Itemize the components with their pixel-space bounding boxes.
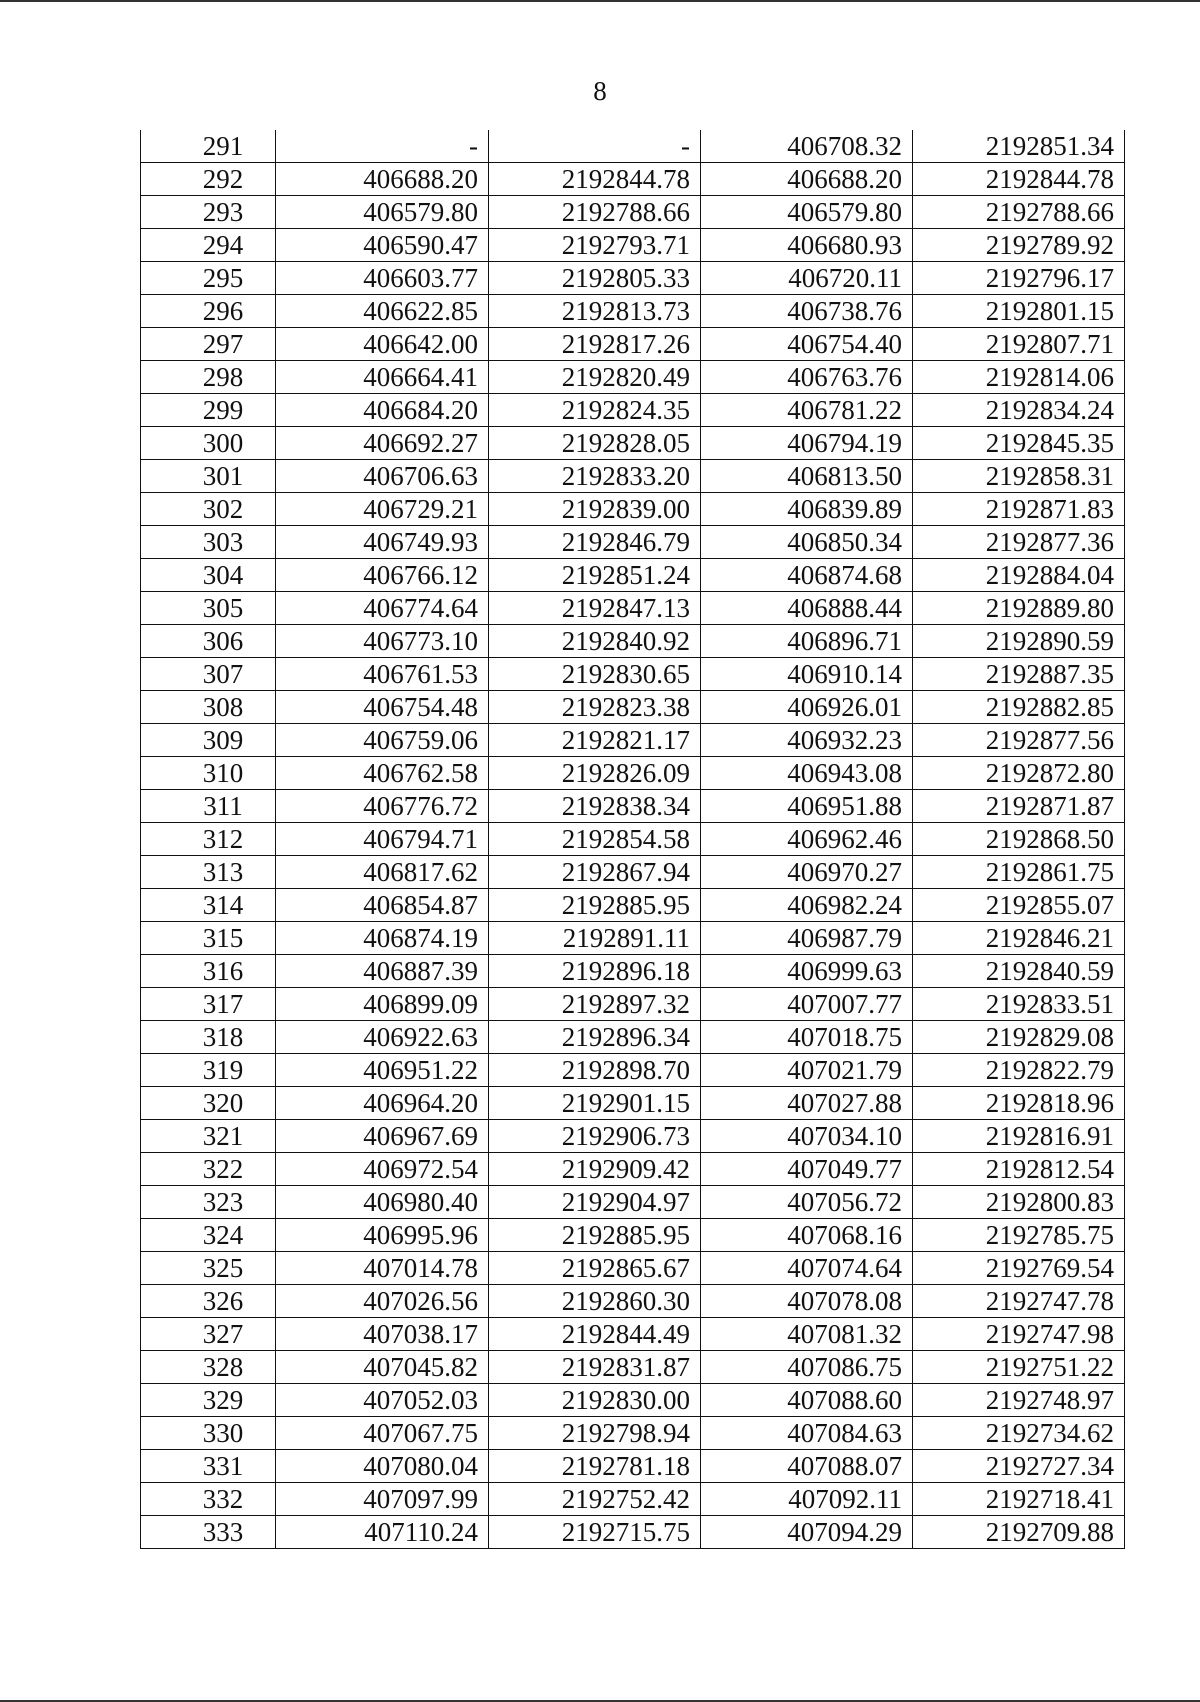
coordinates-table [140,130,1125,1549]
new-y-cell: 2192868.50 [913,823,1125,856]
old-x-cell: 406590.47 [276,229,489,262]
point-number-cell: 319 [141,1054,276,1087]
old-y-cell: 2192867.94 [489,856,701,889]
table-row [141,130,1125,163]
new-x-cell: 406850.34 [701,526,913,559]
old-x-cell: 407067.75 [276,1417,489,1450]
old-y-cell: 2192909.42 [489,1153,701,1186]
new-x-cell: 406813.50 [701,460,913,493]
new-x-cell: 406708.32 [701,130,913,163]
old-y-cell: 2192788.66 [489,196,701,229]
table-row [141,889,1125,922]
new-x-cell: 406999.63 [701,955,913,988]
new-x-cell: 407027.88 [701,1087,913,1120]
table-row [141,427,1125,460]
new-x-cell: 407007.77 [701,988,913,1021]
new-y-cell: 2192855.07 [913,889,1125,922]
old-x-cell: 406692.27 [276,427,489,460]
point-number-cell: 301 [141,460,276,493]
point-number-cell: 312 [141,823,276,856]
new-x-cell: 407088.07 [701,1450,913,1483]
table-row [141,328,1125,361]
old-x-cell: 406776.72 [276,790,489,823]
old-y-cell: 2192901.15 [489,1087,701,1120]
new-y-cell: 2192861.75 [913,856,1125,889]
point-number-cell: 318 [141,1021,276,1054]
old-x-cell: 407038.17 [276,1318,489,1351]
old-x-cell: 406766.12 [276,559,489,592]
old-x-cell: 406706.63 [276,460,489,493]
table-row [141,592,1125,625]
new-y-cell: 2192789.92 [913,229,1125,262]
new-y-cell: 2192816.91 [913,1120,1125,1153]
new-x-cell: 406680.93 [701,229,913,262]
new-x-cell: 406910.14 [701,658,913,691]
old-y-cell: 2192813.73 [489,295,701,328]
old-y-cell: 2192865.67 [489,1252,701,1285]
table-row [141,229,1125,262]
old-y-cell: 2192844.78 [489,163,701,196]
table-row [141,1219,1125,1252]
old-x-cell: 406762.58 [276,757,489,790]
point-number-cell: 316 [141,955,276,988]
new-y-cell: 2192788.66 [913,196,1125,229]
new-y-cell: 2192872.80 [913,757,1125,790]
new-y-cell: 2192812.54 [913,1153,1125,1186]
point-number-cell: 324 [141,1219,276,1252]
point-number-cell: 298 [141,361,276,394]
table-row [141,1054,1125,1087]
old-x-cell: 406579.80 [276,196,489,229]
table-row [141,691,1125,724]
new-y-cell: 2192814.06 [913,361,1125,394]
table-row [141,1450,1125,1483]
new-y-cell: 2192709.88 [913,1516,1125,1549]
new-x-cell: 406781.22 [701,394,913,427]
old-x-cell: 407080.04 [276,1450,489,1483]
point-number-cell: 328 [141,1351,276,1384]
new-x-cell: 406688.20 [701,163,913,196]
page-border-top [0,0,1200,2]
old-x-cell: 407014.78 [276,1252,489,1285]
old-x-cell: 406761.53 [276,658,489,691]
new-x-cell: 406794.19 [701,427,913,460]
table-row [141,955,1125,988]
old-y-cell: 2192826.09 [489,757,701,790]
point-number-cell: 327 [141,1318,276,1351]
old-y-cell: 2192851.24 [489,559,701,592]
table-row [141,1021,1125,1054]
old-y-cell: 2192805.33 [489,262,701,295]
new-y-cell: 2192801.15 [913,295,1125,328]
new-x-cell: 407092.11 [701,1483,913,1516]
point-number-cell: 299 [141,394,276,427]
new-x-cell: 406763.76 [701,361,913,394]
old-x-cell: 406972.54 [276,1153,489,1186]
point-number-cell: 295 [141,262,276,295]
old-x-cell: 406684.20 [276,394,489,427]
new-y-cell: 2192785.75 [913,1219,1125,1252]
new-x-cell: 407021.79 [701,1054,913,1087]
table-row [141,493,1125,526]
new-x-cell: 407081.32 [701,1318,913,1351]
table-row [141,1285,1125,1318]
page-number: 8 [593,76,607,106]
old-x-cell: 406622.85 [276,295,489,328]
old-y-cell: 2192885.95 [489,1219,701,1252]
new-x-cell: 407088.60 [701,1384,913,1417]
new-x-cell: 406951.88 [701,790,913,823]
point-number-cell: 325 [141,1252,276,1285]
table-row [141,1120,1125,1153]
table-row [141,1516,1125,1549]
new-y-cell: 2192884.04 [913,559,1125,592]
point-number-cell: 320 [141,1087,276,1120]
old-x-cell: 406749.93 [276,526,489,559]
new-y-cell: 2192844.78 [913,163,1125,196]
new-y-cell: 2192846.21 [913,922,1125,955]
old-y-cell: 2192906.73 [489,1120,701,1153]
point-number-cell: 308 [141,691,276,724]
new-x-cell: 407086.75 [701,1351,913,1384]
old-x-cell: 406754.48 [276,691,489,724]
new-y-cell: 2192890.59 [913,625,1125,658]
old-x-cell: 406817.62 [276,856,489,889]
table-row [141,823,1125,856]
new-x-cell: 406962.46 [701,823,913,856]
point-number-cell: 333 [141,1516,276,1549]
point-number-cell: 321 [141,1120,276,1153]
old-y-cell: 2192781.18 [489,1450,701,1483]
point-number-cell: 323 [141,1186,276,1219]
old-x-cell: - [276,130,489,163]
new-y-cell: 2192727.34 [913,1450,1125,1483]
point-number-cell: 329 [141,1384,276,1417]
table-row [141,295,1125,328]
point-number-cell: 294 [141,229,276,262]
point-number-cell: 332 [141,1483,276,1516]
table-row [141,922,1125,955]
new-y-cell: 2192871.87 [913,790,1125,823]
new-x-cell: 406839.89 [701,493,913,526]
table-row [141,1351,1125,1384]
table-row [141,394,1125,427]
old-y-cell: 2192898.70 [489,1054,701,1087]
point-number-cell: 330 [141,1417,276,1450]
old-x-cell: 407097.99 [276,1483,489,1516]
new-x-cell: 407056.72 [701,1186,913,1219]
new-x-cell: 406987.79 [701,922,913,955]
point-number-cell: 300 [141,427,276,460]
old-x-cell: 407110.24 [276,1516,489,1549]
old-y-cell: 2192844.49 [489,1318,701,1351]
table-row [141,1186,1125,1219]
new-y-cell: 2192877.36 [913,526,1125,559]
new-y-cell: 2192851.34 [913,130,1125,163]
old-y-cell: 2192854.58 [489,823,701,856]
table-row [141,856,1125,889]
new-y-cell: 2192858.31 [913,460,1125,493]
new-y-cell: 2192845.35 [913,427,1125,460]
old-x-cell: 406759.06 [276,724,489,757]
old-y-cell: 2192793.71 [489,229,701,262]
new-x-cell: 406888.44 [701,592,913,625]
old-y-cell: 2192838.34 [489,790,701,823]
old-x-cell: 406951.22 [276,1054,489,1087]
new-x-cell: 406926.01 [701,691,913,724]
new-y-cell: 2192833.51 [913,988,1125,1021]
table-row [141,361,1125,394]
old-x-cell: 407052.03 [276,1384,489,1417]
point-number-cell: 291 [141,130,276,163]
old-x-cell: 406688.20 [276,163,489,196]
new-x-cell: 407068.16 [701,1219,913,1252]
old-y-cell: 2192798.94 [489,1417,701,1450]
old-x-cell: 406922.63 [276,1021,489,1054]
old-y-cell: 2192752.42 [489,1483,701,1516]
new-y-cell: 2192877.56 [913,724,1125,757]
point-number-cell: 304 [141,559,276,592]
new-x-cell: 407084.63 [701,1417,913,1450]
new-y-cell: 2192840.59 [913,955,1125,988]
old-x-cell: 406980.40 [276,1186,489,1219]
old-y-cell: 2192840.92 [489,625,701,658]
point-number-cell: 322 [141,1153,276,1186]
new-y-cell: 2192822.79 [913,1054,1125,1087]
point-number-cell: 314 [141,889,276,922]
new-y-cell: 2192818.96 [913,1087,1125,1120]
new-y-cell: 2192747.78 [913,1285,1125,1318]
old-y-cell: 2192891.11 [489,922,701,955]
table-row [141,1153,1125,1186]
new-y-cell: 2192889.80 [913,592,1125,625]
old-x-cell: 406664.41 [276,361,489,394]
new-y-cell: 2192734.62 [913,1417,1125,1450]
table-row [141,625,1125,658]
new-x-cell: 406754.40 [701,328,913,361]
old-y-cell: 2192824.35 [489,394,701,427]
point-number-cell: 309 [141,724,276,757]
table-row [141,262,1125,295]
table-row [141,196,1125,229]
new-y-cell: 2192829.08 [913,1021,1125,1054]
point-number-cell: 306 [141,625,276,658]
old-y-cell: 2192828.05 [489,427,701,460]
old-y-cell: 2192830.00 [489,1384,701,1417]
old-x-cell: 406967.69 [276,1120,489,1153]
old-x-cell: 406874.19 [276,922,489,955]
point-number-cell: 310 [141,757,276,790]
old-y-cell: 2192821.17 [489,724,701,757]
new-x-cell: 406874.68 [701,559,913,592]
table-row [141,658,1125,691]
new-x-cell: 406738.76 [701,295,913,328]
old-y-cell: 2192896.34 [489,1021,701,1054]
table-row [141,1483,1125,1516]
new-x-cell: 407049.77 [701,1153,913,1186]
point-number-cell: 293 [141,196,276,229]
table-row [141,526,1125,559]
point-number-cell: 326 [141,1285,276,1318]
old-x-cell: 406603.77 [276,262,489,295]
table-row [141,1384,1125,1417]
new-x-cell: 406932.23 [701,724,913,757]
point-number-cell: 297 [141,328,276,361]
point-number-cell: 292 [141,163,276,196]
point-number-cell: 317 [141,988,276,1021]
old-y-cell: 2192847.13 [489,592,701,625]
old-x-cell: 406773.10 [276,625,489,658]
table-row [141,1318,1125,1351]
old-y-cell: 2192896.18 [489,955,701,988]
old-y-cell: - [489,130,701,163]
new-x-cell: 406970.27 [701,856,913,889]
new-y-cell: 2192834.24 [913,394,1125,427]
new-y-cell: 2192718.41 [913,1483,1125,1516]
new-y-cell: 2192807.71 [913,328,1125,361]
old-x-cell: 406642.00 [276,328,489,361]
old-x-cell: 406899.09 [276,988,489,1021]
old-y-cell: 2192820.49 [489,361,701,394]
new-x-cell: 406896.71 [701,625,913,658]
new-x-cell: 406720.11 [701,262,913,295]
table-row [141,988,1125,1021]
new-x-cell: 407018.75 [701,1021,913,1054]
point-number-cell: 313 [141,856,276,889]
point-number-cell: 305 [141,592,276,625]
old-y-cell: 2192715.75 [489,1516,701,1549]
old-x-cell: 406887.39 [276,955,489,988]
table-row [141,1087,1125,1120]
table-row [141,790,1125,823]
new-y-cell: 2192748.97 [913,1384,1125,1417]
old-y-cell: 2192897.32 [489,988,701,1021]
old-x-cell: 406964.20 [276,1087,489,1120]
old-y-cell: 2192831.87 [489,1351,701,1384]
new-x-cell: 406982.24 [701,889,913,922]
old-x-cell: 407045.82 [276,1351,489,1384]
table-row [141,163,1125,196]
old-y-cell: 2192817.26 [489,328,701,361]
old-y-cell: 2192904.97 [489,1186,701,1219]
coordinates-table-body [141,130,1125,1549]
new-x-cell: 407034.10 [701,1120,913,1153]
point-number-cell: 315 [141,922,276,955]
point-number-cell: 302 [141,493,276,526]
old-y-cell: 2192885.95 [489,889,701,922]
old-x-cell: 406794.71 [276,823,489,856]
old-y-cell: 2192833.20 [489,460,701,493]
old-x-cell: 406729.21 [276,493,489,526]
table-row [141,1417,1125,1450]
point-number-cell: 331 [141,1450,276,1483]
point-number-cell: 307 [141,658,276,691]
old-y-cell: 2192860.30 [489,1285,701,1318]
point-number-cell: 296 [141,295,276,328]
table-row [141,724,1125,757]
new-y-cell: 2192871.83 [913,493,1125,526]
old-y-cell: 2192846.79 [489,526,701,559]
new-y-cell: 2192882.85 [913,691,1125,724]
point-number-cell: 311 [141,790,276,823]
old-x-cell: 407026.56 [276,1285,489,1318]
point-number-cell: 303 [141,526,276,559]
new-x-cell: 406579.80 [701,196,913,229]
old-y-cell: 2192823.38 [489,691,701,724]
new-x-cell: 407094.29 [701,1516,913,1549]
old-y-cell: 2192839.00 [489,493,701,526]
new-y-cell: 2192751.22 [913,1351,1125,1384]
table-row [141,460,1125,493]
new-y-cell: 2192747.98 [913,1318,1125,1351]
new-x-cell: 407078.08 [701,1285,913,1318]
new-x-cell: 406943.08 [701,757,913,790]
table-row [141,757,1125,790]
old-x-cell: 406774.64 [276,592,489,625]
new-y-cell: 2192796.17 [913,262,1125,295]
new-y-cell: 2192800.83 [913,1186,1125,1219]
new-y-cell: 2192769.54 [913,1252,1125,1285]
old-x-cell: 406995.96 [276,1219,489,1252]
old-y-cell: 2192830.65 [489,658,701,691]
old-x-cell: 406854.87 [276,889,489,922]
new-x-cell: 407074.64 [701,1252,913,1285]
table-row [141,559,1125,592]
new-y-cell: 2192887.35 [913,658,1125,691]
table-row [141,1252,1125,1285]
